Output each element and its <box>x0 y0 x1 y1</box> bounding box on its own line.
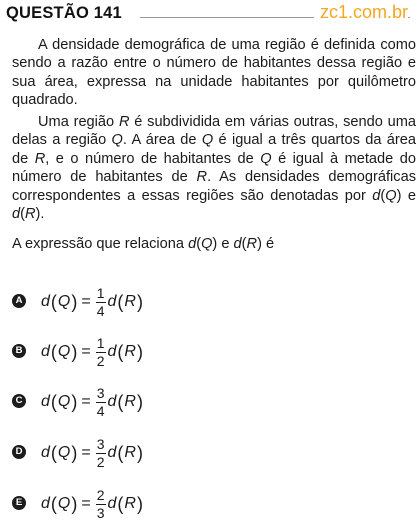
option-expression: d ( Q ) = $\frac{1}{4}$ d ( R ) <box>41 284 143 319</box>
option-letter-badge: A <box>12 294 26 308</box>
fraction: $\frac{3}{4}$ <box>96 384 105 419</box>
paragraph-context: Uma região R é subdividida em várias outras, sendo uma delas a região Q. A área de Q é igual a três quartos da área de R, e o número de habitantes de Q é igual à metade do número de habitantes de R. As densidades demográficas correspondentes a essas regiões são denotadas por d(Q) e d(R). <box>12 114 417 223</box>
fraction: $\frac{1}{2}$ <box>96 334 105 369</box>
option-letter-badge: C <box>12 394 26 408</box>
option-expression: d ( Q ) = $\frac{3}{4}$ d ( R ) <box>41 384 143 419</box>
option-letter-badge: D <box>12 445 26 459</box>
option-expression: d ( Q ) = $\frac{2}{3}$ d ( R ) <box>41 486 143 521</box>
question-stem: A expressão que relaciona d(Q) e d(R) é <box>12 236 275 252</box>
fraction: $\frac{2}{3}$ <box>96 486 105 521</box>
option-letter-badge: B <box>12 344 26 358</box>
question-header <box>0 0 420 28</box>
site-watermark: zc1.com.br <box>314 2 408 23</box>
paragraph-definition: A densidade demográfica de uma região é definida como sendo a razão entre o número de habitantes dessa região e sua área, expressa na unidade habitantes por quilômetro quadrado. <box>12 37 416 109</box>
option-expression: d ( Q ) = $\frac{3}{2}$ d ( R ) <box>41 435 143 470</box>
fraction: $\frac{1}{4}$ <box>96 284 105 319</box>
fraction: $\frac{3}{2}$ <box>96 435 105 470</box>
question-title: QUESTÃO 141 <box>6 4 122 22</box>
option-letter-badge: E <box>12 496 26 510</box>
option-expression: d ( Q ) = $\frac{1}{2}$ d ( R ) <box>41 334 143 369</box>
